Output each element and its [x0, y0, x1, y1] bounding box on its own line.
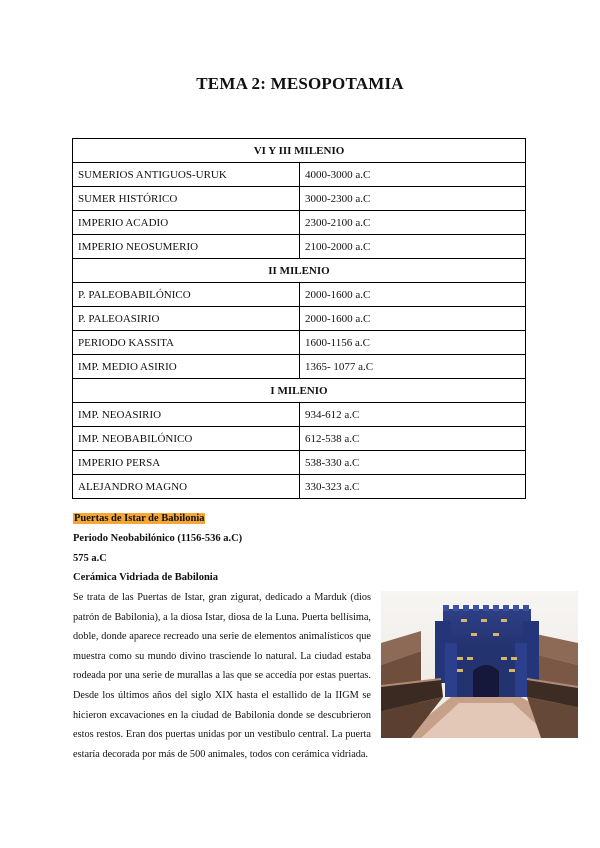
- dates-cell: 1365- 1077 a.C: [300, 355, 526, 379]
- table-row: [73, 211, 526, 235]
- ishtar-gate-model-illustration: [381, 591, 578, 738]
- period-cell: SUMER HISTÓRICO: [73, 187, 300, 211]
- section-header-cell: II MILENIO: [73, 259, 526, 283]
- dates-cell: 2000-1600 a.C: [300, 283, 526, 307]
- table-row: [73, 355, 526, 379]
- artwork-period-heading: Periodo Neobabilónico (1156-536 a.C): [73, 533, 243, 544]
- table-section-header: [73, 259, 526, 283]
- period-cell: P. PALEOASIRIO: [73, 307, 300, 331]
- table-row: [73, 427, 526, 451]
- dates-cell: 4000-3000 a.C: [300, 163, 526, 187]
- table-row: [73, 331, 526, 355]
- period-cell: IMPERIO ACADIO: [73, 211, 300, 235]
- artwork-date-heading: 575 a.C: [73, 553, 107, 564]
- period-cell: PERIODO KASSITA: [73, 331, 300, 355]
- dates-cell: 934-612 a.C: [300, 403, 526, 427]
- chronology-table: [72, 138, 526, 499]
- period-cell: ALEJANDRO MAGNO: [73, 475, 300, 499]
- artwork-name-highlight: Puertas de Istar de Babilonia: [74, 513, 205, 524]
- dates-cell: 330-323 a.C: [300, 475, 526, 499]
- dates-cell: 2000-1600 a.C: [300, 307, 526, 331]
- table-section-header: [73, 139, 526, 163]
- period-cell: P. PALEOBABILÓNICO: [73, 283, 300, 307]
- dates-cell: 612-538 a.C: [300, 427, 526, 451]
- period-cell: IMPERIO PERSA: [73, 451, 300, 475]
- ishtar-gate-photo: [381, 591, 578, 738]
- period-cell: SUMERIOS ANTIGUOS-URUK: [73, 163, 300, 187]
- dates-cell: 2100-2000 a.C: [300, 235, 526, 259]
- table-row: [73, 187, 526, 211]
- page-title: TEMA 2: MESOPOTAMIA: [196, 74, 404, 93]
- table-row: [73, 235, 526, 259]
- period-cell: IMPERIO NEOSUMERIO: [73, 235, 300, 259]
- table-row: [73, 403, 526, 427]
- table-row: [73, 163, 526, 187]
- section-header-cell: VI Y III MILENIO: [73, 139, 526, 163]
- table-row: [73, 283, 526, 307]
- artwork-name-heading: [73, 513, 205, 524]
- dates-cell: 1600-1156 a.C: [300, 331, 526, 355]
- table-row: [73, 451, 526, 475]
- dates-cell: 3000-2300 a.C: [300, 187, 526, 211]
- table-section-header: [73, 379, 526, 403]
- table-row: [73, 307, 526, 331]
- period-cell: IMP. NEOBABILÓNICO: [73, 427, 300, 451]
- period-cell: IMP. NEOASIRIO: [73, 403, 300, 427]
- period-cell: IMP. MEDIO ASIRIO: [73, 355, 300, 379]
- dates-cell: 538-330 a.C: [300, 451, 526, 475]
- dates-cell: 2300-2100 a.C: [300, 211, 526, 235]
- artwork-material-heading: Cerámica Vidriada de Babilonia: [73, 572, 218, 583]
- section-header-cell: I MILENIO: [73, 379, 526, 403]
- artwork-description: Se trata de las Puertas de Istar, gran zigurat, dedicado a Marduk (dios patrón de Babilonia), a la diosa Istar, diosa de la Luna. Puerta bellísima, doble, donde aparece recreado una serie de elementos animalísticos que muestra como su mundo divino trasciende lo natural. La ciudad estaba rodeada por una serie de murallas a las que se accedía por estas puertas. Desde los últimos años del siglo XIX hasta el estallido de la IIGM se hicieron excavaciones en la ciudad de Babilonia donde se descubrieron estos restos. Eran dos puertas unidas por un vestíbulo central. La puerta estaría decorada por más de 500 animales, todos con cerámica vidriada.: [73, 592, 371, 760]
- table-row: [73, 475, 526, 499]
